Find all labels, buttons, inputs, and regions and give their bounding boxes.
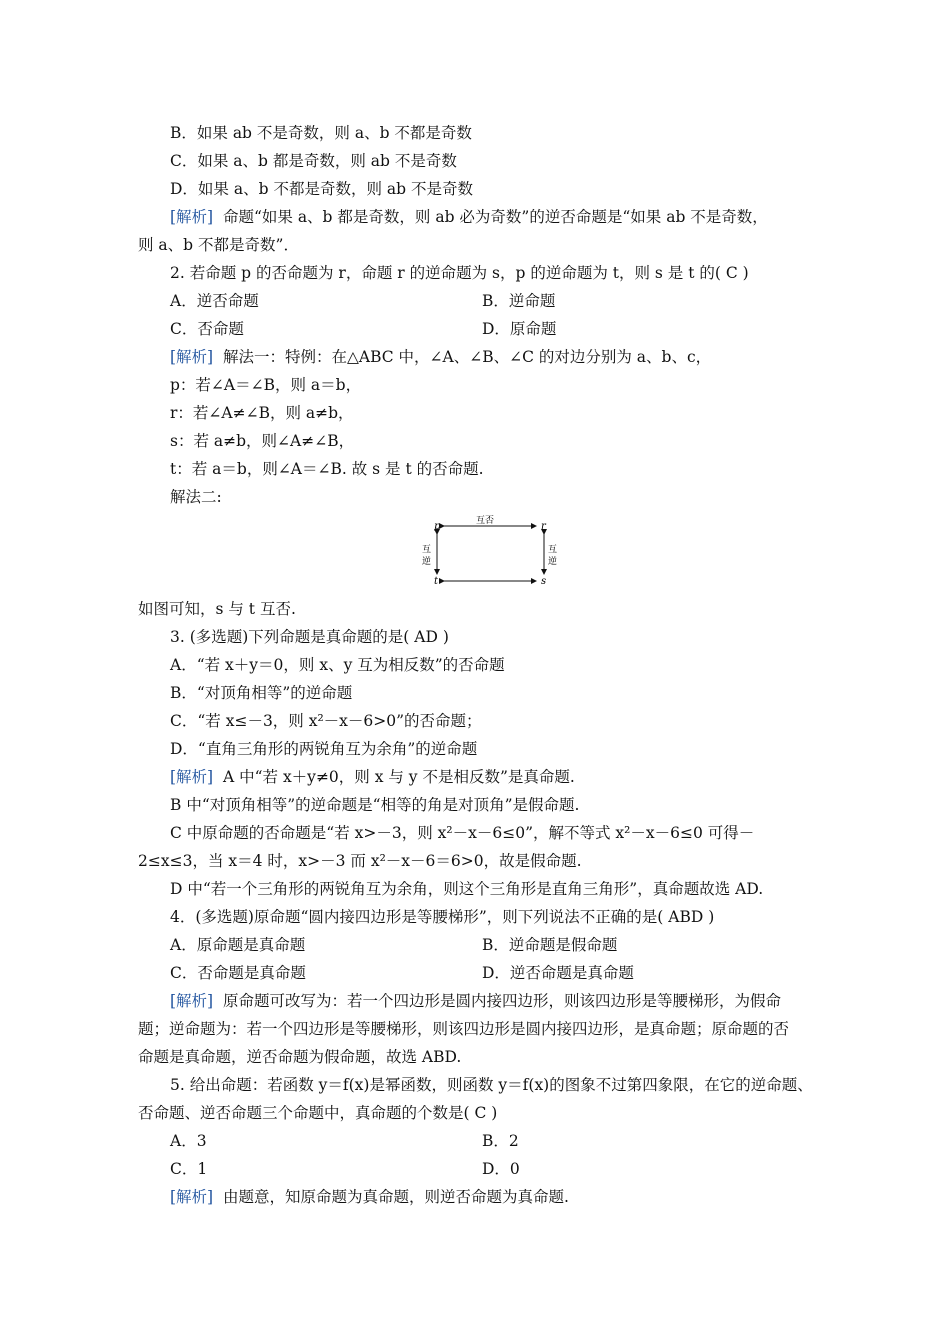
analysis-1 xyxy=(170,207,850,227)
diagram-conclusion: 如图可知，s 与 t 互否. xyxy=(138,600,296,618)
label-left-1: 互 xyxy=(422,545,432,555)
q4-option-a: A．原命题是真命题 xyxy=(170,936,306,954)
analysis-tag: [解析] xyxy=(170,992,214,1010)
label-left-2: 逆 xyxy=(422,557,432,567)
question-2: 2. 若命题 p 的否命题为 r，命题 r 的逆命题为 s，p 的逆命题为 t，则 s 是 t 的( C ) xyxy=(170,264,749,282)
question-4: 4．(多选题)原命题“圆内接四边形是等腰梯形”，则下列说法不正确的是( ABD ) xyxy=(170,908,715,926)
q5-option-b: B．2 xyxy=(482,1132,519,1150)
analysis-4-cont-1: 题；逆命题为：若一个四边形是等腰梯形，则该四边形是圆内接四边形，是真命题；原命题的否 xyxy=(138,1020,790,1038)
analysis-2 xyxy=(170,347,850,367)
statement-t: t：若 a＝b，则∠A＝∠B. 故 s 是 t 的否命题. xyxy=(170,460,484,478)
analysis-text: 解法一：特例：在△ABC 中，∠A、∠B、∠C 的对边分别为 a、b、c， xyxy=(222,348,712,366)
label-right-1: 互 xyxy=(548,545,558,555)
analysis-text: A 中“若 x＋y≠0，则 x 与 y 不是相反数”是真命题. xyxy=(222,768,575,786)
question-5: 5. 给出命题：若函数 y＝f(x)是幂函数，则函数 y＝f(x)的图象不过第四象限，在它的逆命题、 xyxy=(170,1076,813,1094)
q3-option-c: C．“若 x≤－3，则 x²－x－6>0”的否命题； xyxy=(170,712,482,730)
node-r: r xyxy=(541,521,546,532)
method-two: 解法二: xyxy=(170,488,222,506)
statement-r: r：若∠A≠∠B，则 a≠b， xyxy=(170,404,354,422)
analysis-text: 命题“如果 a、b 都是奇数，则 ab 必为奇数”的逆否命题是“如果 ab 不是奇数， xyxy=(222,208,768,226)
analysis-tag: [解析] xyxy=(170,208,214,226)
statement-s: s：若 a≠b，则∠A≠∠B， xyxy=(170,432,355,450)
analysis-3-c-cont: 2≤x≤3，当 x＝4 时，x>－3 而 x²－x－6＝6>0，故是假命题. xyxy=(138,852,582,870)
analysis-3-c: C 中原命题的否命题是“若 x>－3，则 x²－x－6≤0”，解不等式 x²－x－6≤0 可得－ xyxy=(170,824,755,842)
q4-option-c: C．否命题是真命题 xyxy=(170,964,306,982)
q2-option-c: C．否命题 xyxy=(170,320,244,338)
analysis-1-cont: 则 a、b 不都是奇数”． xyxy=(138,236,299,254)
q3-option-b: B．“对顶角相等”的逆命题 xyxy=(170,684,353,702)
option-c: C．如果 a、b 都是奇数，则 ab 不是奇数 xyxy=(170,152,457,170)
q5-option-d: D．0 xyxy=(482,1160,520,1178)
option-b: B．如果 ab 不是奇数，则 a、b 不都是奇数 xyxy=(170,124,472,142)
analysis-3-b: B 中“对顶角相等”的逆命题是“相等的角是对顶角”是假命题. xyxy=(170,796,580,814)
q5-option-c: C．1 xyxy=(170,1160,208,1178)
statement-p: p：若∠A＝∠B，则 a＝b， xyxy=(170,376,362,394)
analysis-tag: [解析] xyxy=(170,348,214,366)
q3-option-d: D．“直角三角形的两锐角互为余角”的逆命题 xyxy=(170,740,478,758)
q4-option-d: D．逆否命题是真命题 xyxy=(482,964,634,982)
relation-diagram xyxy=(420,514,560,590)
analysis-text: 由题意，知原命题为真命题，则逆否命题为真命题. xyxy=(222,1188,569,1206)
label-right-2: 逆 xyxy=(548,557,558,567)
node-t: t xyxy=(434,576,439,587)
option-d: D．如果 a、b 不都是奇数，则 ab 不是奇数 xyxy=(170,180,473,198)
label-hufou: 互否 xyxy=(476,516,495,526)
analysis-4 xyxy=(170,991,850,1011)
question-3: 3. (多选题)下列命题是真命题的是( AD ) xyxy=(170,628,449,646)
analysis-5 xyxy=(170,1187,850,1207)
analysis-tag: [解析] xyxy=(170,1188,214,1206)
analysis-tag: [解析] xyxy=(170,768,214,786)
q5-option-a: A．3 xyxy=(170,1132,207,1150)
q2-option-a: A．逆否命题 xyxy=(170,292,259,310)
analysis-text: 原命题可改写为：若一个四边形是圆内接四边形，则该四边形是等腰梯形，为假命 xyxy=(222,992,781,1010)
node-s: s xyxy=(541,576,547,587)
q2-option-b: B．逆命题 xyxy=(482,292,556,310)
node-p: p xyxy=(434,521,441,532)
q4-option-b: B．逆命题是假命题 xyxy=(482,936,618,954)
q2-option-d: D．原命题 xyxy=(482,320,557,338)
question-5-cont: 否命题、逆否命题三个命题中，真命题的个数是( C ) xyxy=(138,1104,498,1122)
analysis-3-d: D 中“若一个三角形的两锐角互为余角，则这个三角形是直角三角形”，真命题故选 AD. xyxy=(170,880,764,898)
q3-option-a: A．“若 x＋y＝0，则 x、y 互为相反数”的否命题 xyxy=(170,656,505,674)
analysis-3 xyxy=(170,767,850,787)
analysis-4-cont-2: 命题是真命题，逆否命题为假命题，故选 ABD. xyxy=(138,1048,462,1066)
